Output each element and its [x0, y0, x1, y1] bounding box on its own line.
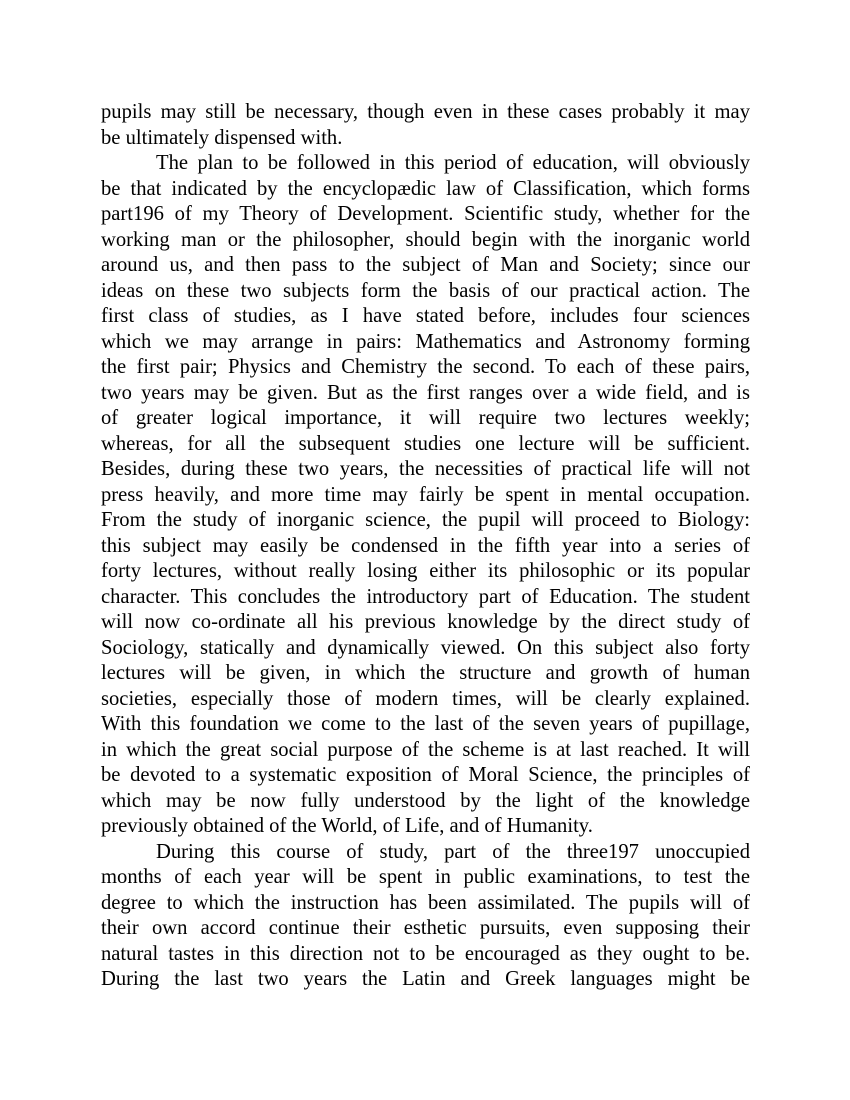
text-line: natural tastes in this direction not to be encouraged as they ought to be.: [101, 942, 750, 965]
text-line: which we may arrange in pairs: Mathematics and Astronomy forming: [101, 330, 750, 353]
text-line: this subject may easily be condensed in the fifth year into a series of: [101, 534, 750, 557]
text-line: press heavily, and more time may fairly be spent in mental occupation.: [101, 483, 750, 506]
text-line: months of each year will be spent in public examinations, to test the: [101, 866, 750, 888]
text-line: During the last two years the Latin and Greek languages might be: [101, 968, 750, 990]
text-line: The plan to be followed in this period of education, will obviously: [156, 152, 750, 174]
text-line: first class of studies, as I have stated before, includes four sciences: [101, 305, 750, 327]
text-line: ideas on these two subjects form the basis of our practical action. The: [101, 279, 750, 302]
text-line: During this course of study, part of the three197 unoccupied: [156, 840, 750, 863]
text-line: From the study of inorganic science, the pupil will proceed to Biology:: [101, 509, 750, 531]
text-line: With this foundation we come to the last of the seven years of pupillage,: [101, 713, 750, 735]
text-line: in which the great social purpose of the scheme is at last reached. It will: [101, 738, 750, 761]
paragraph-3: [101, 840, 750, 993]
text-line: forty lectures, without really losing either its philosophic or its popular: [101, 560, 750, 582]
text-line: which may be now fully understood by the light of the knowledge: [101, 789, 750, 812]
paragraph-2: [101, 151, 750, 840]
text-line: of greater logical importance, it will require two lectures weekly;: [101, 407, 750, 429]
text-line: Sociology, statically and dynamically viewed. On this subject also forty: [101, 636, 750, 659]
page-body: [101, 100, 750, 993]
text-line: working man or the philosopher, should begin with the inorganic world: [101, 228, 750, 251]
text-line: two years may be given. But as the first ranges over a wide field, and is: [101, 381, 750, 404]
text-line: pupils may still be necessary, though even in these cases probably it may: [101, 101, 750, 123]
text-line: be that indicated by the encyclopædic law of Classification, which forms: [101, 177, 750, 200]
text-line: lectures will be given, in which the structure and growth of human: [101, 662, 750, 684]
text-line: be devoted to a systematic exposition of Moral Science, the principles of: [101, 764, 750, 786]
text-line: around us, and then pass to the subject of Man and Society; since our: [101, 254, 750, 276]
text-line: be ultimately dispensed with.: [101, 126, 343, 149]
text-line: part196 of my Theory of Development. Scientific study, whether for the: [101, 203, 750, 225]
paragraph-1: [101, 100, 750, 151]
text-line: Besides, during these two years, the necessities of practical life will not: [101, 458, 750, 480]
text-line: will now co-ordinate all his previous knowledge by the direct study of: [101, 611, 750, 633]
text-line: previously obtained of the World, of Life, and of Humanity.: [101, 815, 593, 837]
text-line: the first pair; Physics and Chemistry the second. To each of these pairs,: [101, 356, 750, 378]
text-line: character. This concludes the introductory part of Education. The student: [101, 585, 750, 608]
text-line: degree to which the instruction has been assimilated. The pupils will of: [101, 891, 750, 914]
text-line: whereas, for all the subsequent studies one lecture will be sufficient.: [101, 432, 750, 455]
text-line: their own accord continue their esthetic pursuits, even supposing their: [101, 917, 750, 939]
text-line: societies, especially those of modern times, will be clearly explained.: [101, 687, 750, 710]
